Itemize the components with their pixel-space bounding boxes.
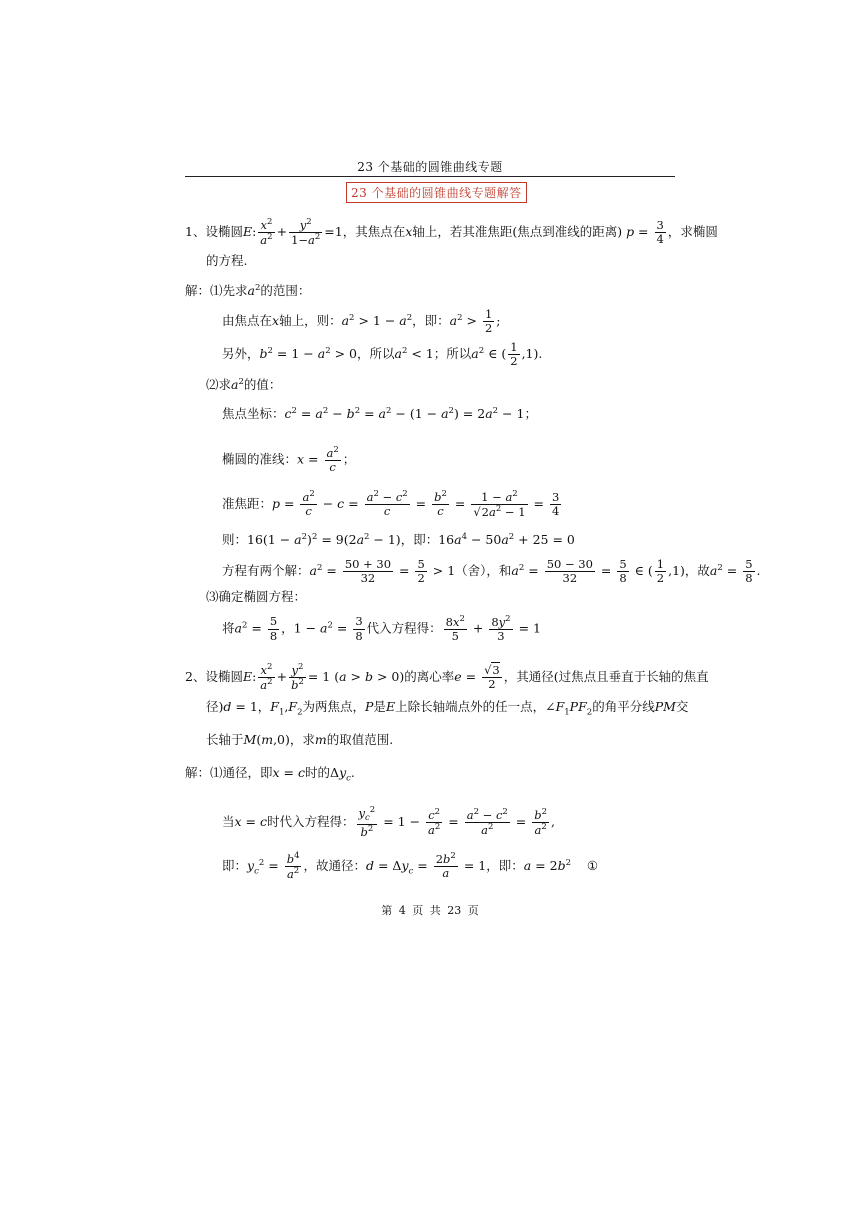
text: 由焦点在 xyxy=(222,313,273,329)
solution-1-step: 将$a^2$ = $\frac{5}{8}$ ，$1 - a^2$ = $\frac{3}{8}$ 代入方程得： $\frac{8x^2}{5}$ + $\frac{8y^2}{3}$ = 1 xyxy=(222,614,541,644)
document-title: 23 个基础的圆锥曲线专题解答 xyxy=(346,182,527,203)
solution-1-step: 则：$16(1 - a^2)^2 = 9(2a^2 - 1)$，即：$16a^4 - 50a^2 + 25 = 0$ xyxy=(222,532,575,548)
problem-1-statement-cont: 的方程. xyxy=(206,253,248,268)
text: ，故通径： xyxy=(303,858,366,874)
solution-2-step: 当x = c时代入方程得： $\frac{y_c^2}{b^2}$ = 1 − $\frac{c^2}{a^2}$ = $\frac{a^2 - c^2}{a^2}$ = $\frac{b^2}{a^2}$ , xyxy=(222,805,556,839)
text: 的取值范围. xyxy=(326,732,394,747)
text: 解：⑴通径，即 xyxy=(185,765,273,780)
text: ⑵求 xyxy=(206,377,232,393)
text: ，求 xyxy=(289,732,315,747)
problem-2-statement-cont: 径)d = 1，$F_1,F_2$为两焦点，P是E上除长轴端点外的任一点，$\angle F_1PF_2$的角平分线PM交 xyxy=(206,699,689,718)
running-header: 23 个基础的圆锥曲线专题 xyxy=(357,160,503,174)
text: 时代入方程得： xyxy=(267,813,355,829)
text: ，即： xyxy=(412,313,450,329)
solution-1-step: 由焦点在x轴上，则：$a^2 > 1 - a^2$，即：$a^2$ > $\frac{1}{2}$ ; xyxy=(222,307,501,336)
solution-2-label: 解：⑴通径，即x = c时的$\Delta y_c$. xyxy=(185,765,355,784)
text: 轴上，若其准焦距(焦点到准线的距离) xyxy=(412,224,623,240)
text: ，求椭圆 xyxy=(667,224,718,240)
text: ，故 xyxy=(684,563,710,579)
text: ；所以 xyxy=(433,346,472,362)
solution-1-label: 解：⑴先求$a^2$的范围： xyxy=(185,283,311,299)
text: ，其焦点在 xyxy=(342,224,406,240)
problem-1-statement: 1、设椭圆E: $\frac{x^2}{a^2}$ + $\frac{y^2}{1-a^2}$ =1，其焦点在x轴上，若其准焦距(焦点到准线的距离) p = $\frac{3}{4}$ ，求椭圆 xyxy=(185,217,718,247)
text: 轴上，则： xyxy=(279,313,342,329)
text: 时的 xyxy=(305,765,331,780)
text: 方程有两个解： xyxy=(222,563,310,579)
text: 为两焦点， xyxy=(302,699,365,714)
header-rule xyxy=(185,176,675,177)
text: 1、设椭圆 xyxy=(185,224,243,240)
text: 上除长轴端点外的任一点， xyxy=(395,699,546,714)
text: 即： xyxy=(222,858,248,874)
text: 将 xyxy=(222,620,235,636)
text: 的离心率 xyxy=(404,669,455,685)
text: 椭圆的准线： xyxy=(222,451,298,467)
problem-2-statement-cont: 长轴于M(m,0)，求m的取值范围. xyxy=(206,732,394,747)
text: 的值： xyxy=(243,377,282,393)
text: 径) xyxy=(206,699,224,714)
text: ， xyxy=(281,620,294,636)
solution-1-step: 方程有两个解：$a^2$ = $\frac{50 + 30}{32}$ = $\frac{5}{2}$ > 1（舍），和$a^2$ = $\frac{50 - 30}{32}$ = $\frac{5}{8}$ ∈ ( $\frac{1}{2}$ ,1)，故$a^2$ = $\frac{5}{8}$ . xyxy=(222,557,761,586)
problem-2-statement: 2、设椭圆E: $\frac{x^2}{a^2}$ + $\frac{y^2}{b^2}$ = 1 (a > b > 0)的离心率e = $\frac{√3}{2}$ ，其通径(过焦点且垂直于长轴的焦直 xyxy=(185,662,709,692)
text: 另外， xyxy=(222,346,260,362)
solution-1-step: 另外，$b^2 = 1 - a^2 > 0$，所以$a^2 < 1$；所以$a^2$ ∈ ( $\frac{1}{2}$ ,1). xyxy=(222,340,543,369)
text: ，其通径(过焦点且垂直于长轴的焦直 xyxy=(503,669,709,685)
text: 当 xyxy=(222,813,235,829)
solution-2-step: 即：$y_c^2$ = $\frac{b^4}{a^2}$ ，故通径：$d = \Delta y_c$ = $\frac{2b^2}{a}$ = 1，即：$a = 2b^2$ ① xyxy=(222,851,599,881)
text: （舍），和 xyxy=(455,563,512,579)
text: 代入方程得： xyxy=(366,620,442,636)
solution-1-part-3: ⑶确定椭圆方程： xyxy=(206,589,307,604)
text: ，所以 xyxy=(357,346,395,362)
text: ，即： xyxy=(400,532,439,548)
text: 准焦距： xyxy=(222,496,273,512)
text: ，即： xyxy=(486,858,524,874)
text: 交 xyxy=(675,699,689,714)
text: 是 xyxy=(373,699,386,714)
text: 则： xyxy=(222,532,248,548)
solution-1-step: 准焦距：p = $\frac{a^2}{c}$ − c = $\frac{a^2 - c^2}{c}$ = $\frac{b^2}{c}$ = $\frac{1 - a^2}{√2a^2 - 1}$ = $\frac{3}{4}$ xyxy=(222,489,560,519)
text: 的角平分线 xyxy=(592,699,655,714)
circled-number: ① xyxy=(586,858,599,874)
text: 2、设椭圆 xyxy=(185,669,243,685)
text: 的范围： xyxy=(260,283,311,299)
text: 长轴于 xyxy=(206,732,244,747)
solution-1-part-2: ⑵求$a^2$的值： xyxy=(206,377,282,393)
page-footer: 第 4 页 共 23 页 xyxy=(381,904,479,917)
text: 解：⑴先求 xyxy=(185,283,248,299)
text: 焦点坐标： xyxy=(222,406,285,422)
solution-1-step: 焦点坐标：$c^2 = a^2 - b^2 = a^2 - (1 - a^2) = 2a^2 - 1$； xyxy=(222,406,537,422)
solution-1-step: 椭圆的准线：x = $\frac{a^2}{c}$ ； xyxy=(222,445,356,475)
